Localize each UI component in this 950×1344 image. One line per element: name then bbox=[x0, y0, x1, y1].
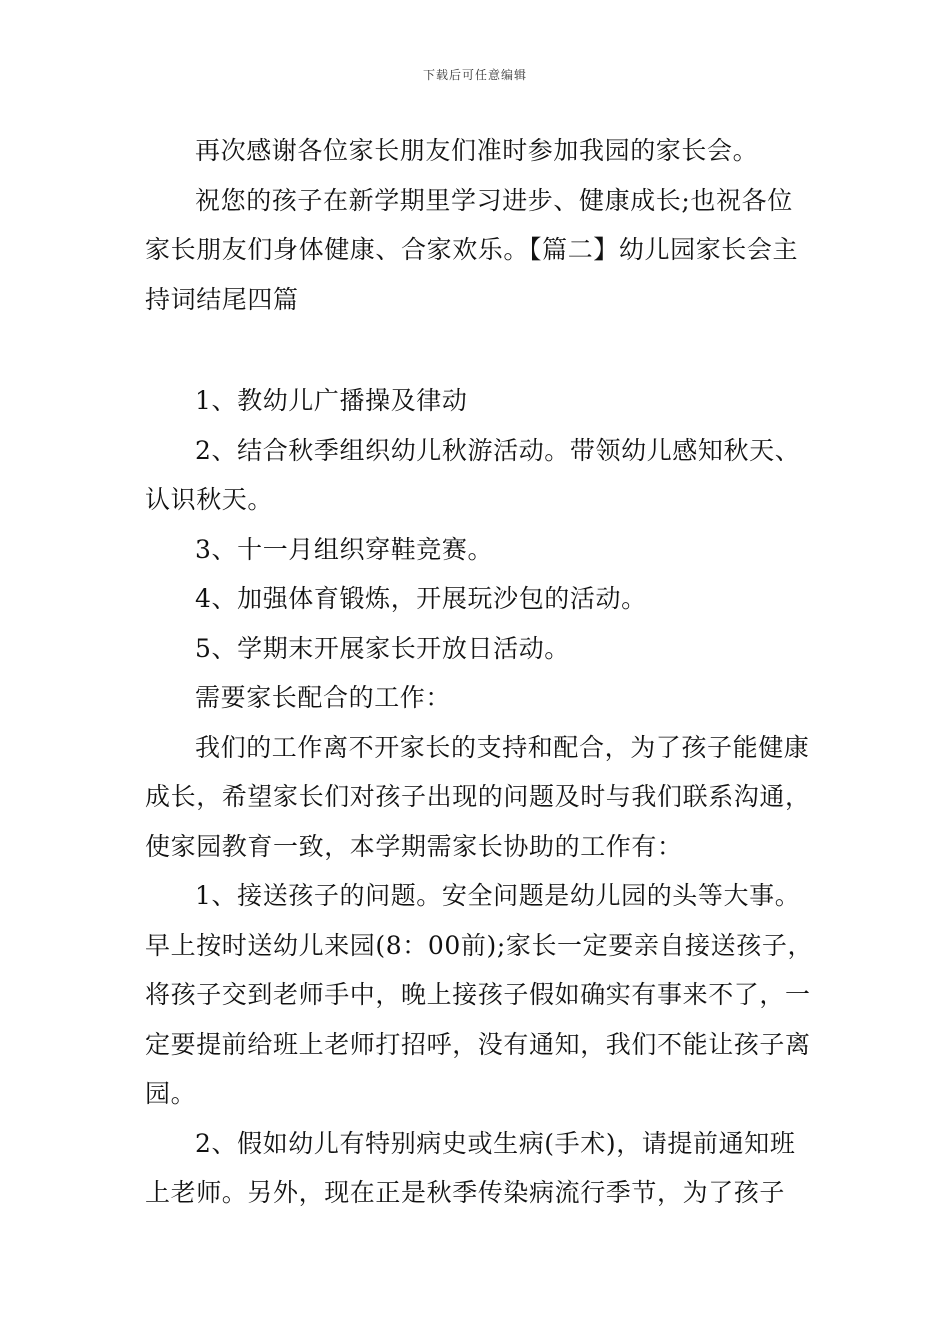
list-item-1: 1、教幼儿广播操及律动 bbox=[195, 386, 468, 415]
list-item-3: 3、十一月组织穿鞋竞赛。 bbox=[195, 534, 494, 564]
paragraph-wishes: 祝您的孩子在新学期里学习进步、健康成长;也祝各位家长朋友们身体健康、合家欢乐。【篇二】幼儿园家长会主持词结尾四篇 bbox=[145, 185, 799, 314]
list-item-4: 4、加强体育锻炼，开展玩沙包的活动。 bbox=[195, 584, 647, 613]
cooperation-item-2: 2、假如幼儿有特别病史或生病(手术)，请提前通知班上老师。另外，现在正是秋季传染病流行季节，为了孩子 bbox=[145, 1128, 796, 1207]
header-note: 下载后可任意编辑 bbox=[422, 68, 527, 82]
section-heading-parent-cooperation: 需要家长配合的工作： bbox=[195, 683, 452, 712]
paragraph-cooperation-intro: 我们的工作离不开家长的支持和配合，为了孩子能健康成长，希望家长们对孩子出现的问题及时与我们联系沟通，使家园教育一致，本学期需家长协助的工作有： bbox=[145, 732, 811, 861]
document-body bbox=[145, 126, 815, 1218]
paragraph-thanks: 再次感谢各位家长朋友们准时参加我园的家长会。 bbox=[195, 136, 759, 165]
list-item-2: 2、结合秋季组织幼儿秋游活动。带领幼儿感知秋天、认识秋天。 bbox=[145, 435, 801, 514]
list-item-5: 5、学期末开展家长开放日活动。 bbox=[195, 633, 570, 663]
paragraph-spacer bbox=[145, 324, 815, 376]
cooperation-item-1: 1、接送孩子的问题。安全问题是幼儿园的头等大事。早上按时送幼儿来园(8：00前);家长一定要亲自接送孩子，将孩子交到老师手中，晚上接孩子假如确实有事来不了，一定要提前给班上老师打招呼，没有通知，我们不能让孩子离园。 bbox=[145, 881, 814, 1108]
